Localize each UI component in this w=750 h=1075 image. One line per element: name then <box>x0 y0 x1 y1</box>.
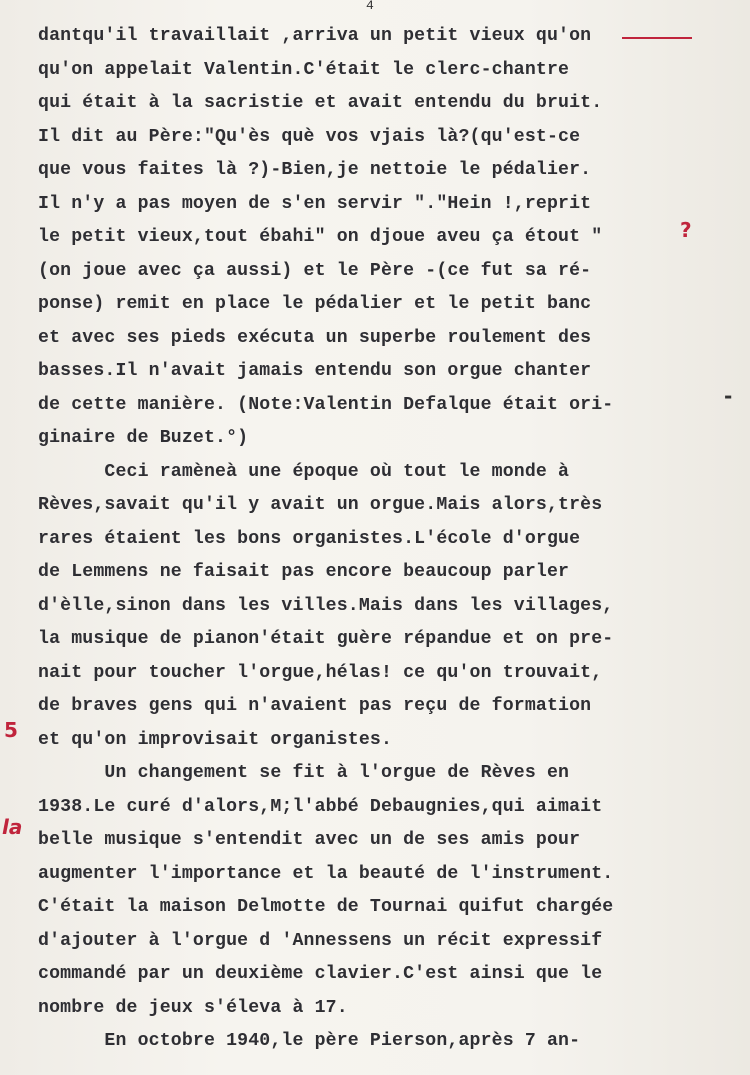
text-line: de Lemmens ne faisait pas encore beaucoup parler <box>38 562 570 582</box>
margin-note: ? <box>680 218 692 242</box>
text-line: de cette manière. (Note:Valentin Defalque était ori- <box>38 394 614 415</box>
text-line: d'èlle,sinon dans les villes.Mais dans les villages, <box>38 595 614 616</box>
text-line: que vous faites là ?)-Bien,je nettoie le pédalier. <box>38 160 592 180</box>
text-line: de braves gens qui n'avaient pas reçu de formation <box>38 696 592 716</box>
text-line: commandé par un deuxième clavier.C'est ainsi que le <box>38 964 603 984</box>
text-line: (on joue avec ça aussi) et le Père -(ce fut sa ré- <box>38 260 592 281</box>
text-line: et avec ses pieds exécuta un superbe roulement des <box>38 327 592 348</box>
page-number: 4 <box>366 0 374 13</box>
text-line: la musique de pianon'était guère répandue et on pre- <box>38 629 614 649</box>
strike-mark <box>622 37 692 39</box>
text-line: Ceci ramèneà une époque où tout le monde à <box>38 461 570 482</box>
text-line: Rèves,savait qu'il y avait un orgue.Mais alors,très <box>38 495 603 515</box>
text-line: 1938.Le curé d'alors,M;l'abbé Debaugnies,qui aimait <box>38 796 603 817</box>
text-line: basses.Il n'avait jamais entendu son orgue chanter <box>38 361 592 381</box>
text-line: Il n'y a pas moyen de s'en servir "."Hein !,reprit <box>38 193 592 214</box>
text-line: rares étaient les bons organistes.L'école d'orgue <box>38 528 581 549</box>
margin-note: 5 <box>4 718 18 742</box>
body-text <box>38 20 718 1059</box>
margin-note: - <box>724 384 733 408</box>
text-line: qu'on appelait Valentin.C'était le clerc-chantre <box>38 59 570 80</box>
text-line: Il dit au Père:"Qu'ès què vos vjais là?(qu'est-ce <box>38 126 581 147</box>
text-line: En octobre 1940,le père Pierson,après 7 an- <box>38 1031 581 1051</box>
text-line: nait pour toucher l'orgue,hélas! ce qu'on trouvait, <box>38 662 603 683</box>
text-line: ginaire de Buzet.°) <box>38 428 249 448</box>
text-line: d'ajouter à l'orgue d 'Annessens un récit expressif <box>38 930 603 951</box>
text-line: le petit vieux,tout ébahi" on djoue aveu ça étout " <box>38 227 603 247</box>
text-line: Un changement se fit à l'orgue de Rèves en <box>38 763 570 783</box>
text-line: qui était à la sacristie et avait entendu du bruit. <box>38 93 603 113</box>
text-line: dantqu'il travaillait ,arriva un petit vieux qu'on <box>38 26 592 46</box>
text-line: augmenter l'importance et la beauté de l'instrument. <box>38 863 614 884</box>
text-line: ponse) remit en place le pédalier et le petit banc <box>38 294 592 314</box>
text-line: C'était la maison Delmotte de Tournai quifut chargée <box>38 897 614 917</box>
text-line: nombre de jeux s'éleva à 17. <box>38 997 348 1018</box>
margin-note: la <box>2 815 23 839</box>
text-line: belle musique s'entendit avec un de ses amis pour <box>38 830 581 850</box>
text-line: et qu'on improvisait organistes. <box>38 729 393 750</box>
